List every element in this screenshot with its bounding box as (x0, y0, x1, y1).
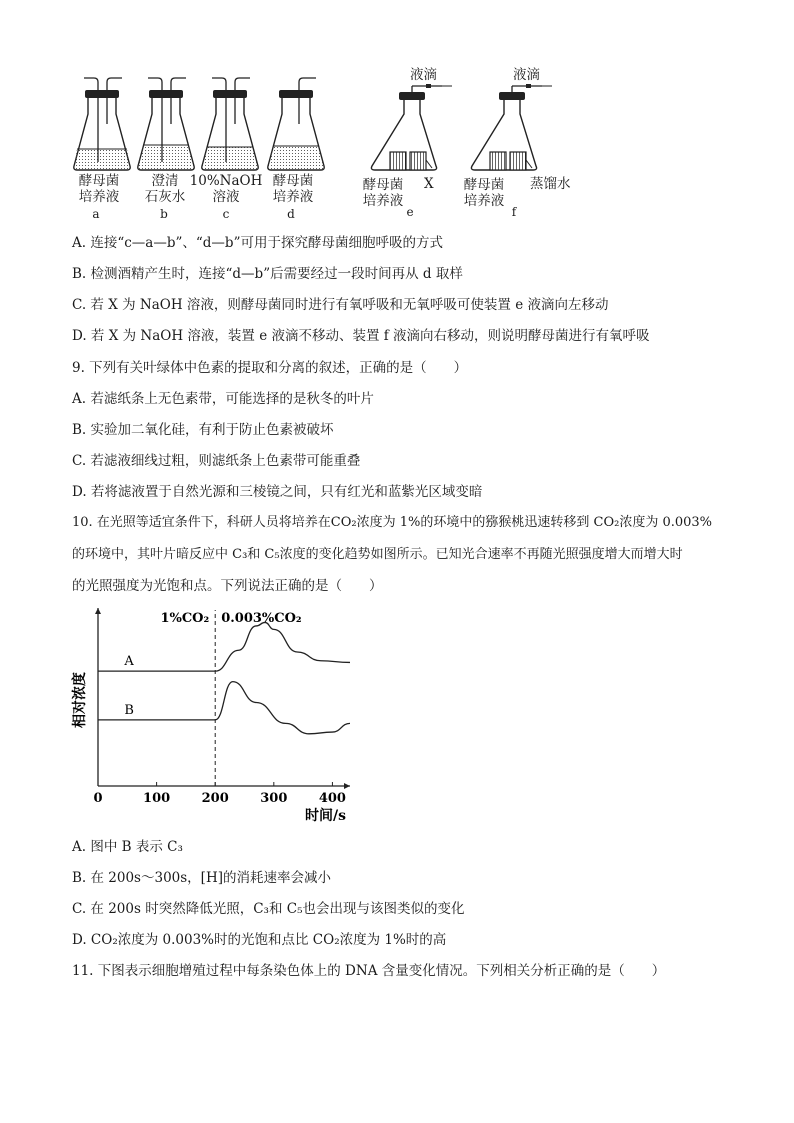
region-label-1pct: 1%CO₂ (160, 611, 210, 626)
letter-c: c (222, 207, 230, 221)
y-axis-arrow (95, 608, 101, 614)
q10-stem-line1: 10. 在光照等适宜条件下，科研人员将培养在CO₂浓度为 1%的环境中的猕猴桃迅速转移到 CO₂浓度为 0.003% (72, 515, 713, 530)
x-tick-label: 400 (318, 791, 346, 806)
label-distilled-water: 蒸馏水 (530, 176, 571, 192)
x-axis-arrow (344, 783, 350, 789)
drop-label-f: 液滴 (513, 67, 540, 83)
caption-d-line1: 酵母菌 (272, 173, 314, 189)
letter-d: d (287, 207, 295, 221)
series-line-B (98, 682, 350, 734)
caption-c (189, 173, 263, 205)
letter-e: e (406, 205, 414, 219)
caption-c-line1: 10%NaOH (189, 173, 263, 189)
q8-option-a: A. 连接“c—a—b”、“d—b”可用于探究酵母菌细胞呼吸的方式 (72, 235, 443, 251)
caption-f-line1: 酵母菌 (463, 177, 505, 193)
drop-label-e: 液滴 (410, 67, 437, 83)
caption-e-line1: 酵母菌 (362, 177, 404, 193)
q10-stem-line2: 的环境中，其叶片暗反应中 C₃和 C₅浓度的变化趋势如图所示。已知光合速率不再随光照强度增大而增大时 (72, 547, 683, 562)
x-axis-title: 时间/s (305, 808, 346, 824)
flask-d (268, 78, 324, 170)
letter-b: b (160, 207, 168, 221)
flask-a (74, 78, 130, 170)
series-label-B: B (124, 702, 134, 718)
flask-b (138, 78, 194, 170)
caption-d (266, 173, 320, 205)
concentration-chart (70, 600, 370, 828)
q9-option-c: C. 若滤液细线过粗，则滤纸条上色素带可能重叠 (72, 453, 361, 469)
flask-c (202, 78, 258, 170)
x-tick-label: 200 (201, 791, 229, 806)
caption-f (457, 177, 511, 209)
chart-labels (71, 611, 346, 824)
region-label-0003pct: 0.003%CO₂ (221, 611, 302, 626)
q9-stem: 9. 下列有关叶绿体中色素的提取和分离的叙述，正确的是（ ） (72, 360, 468, 376)
caption-b-line1: 澄清 (151, 173, 179, 189)
caption-b-line2: 石灰水 (144, 189, 186, 205)
caption-a (72, 173, 126, 205)
caption-d-line2: 培养液 (272, 189, 314, 205)
letter-a: a (92, 207, 100, 221)
q10-option-d: D. CO₂浓度为 0.003%时的光饱和点比 CO₂浓度为 1%时的高 (72, 932, 447, 948)
q9-option-d: D. 若将滤液置于自然光源和三棱镜之间，只有红光和蓝紫光区域变暗 (72, 484, 483, 500)
caption-a-line1: 酵母菌 (78, 173, 120, 189)
q9-option-b: B. 实验加二氧化硅，有利于防止色素被破坏 (72, 422, 334, 438)
chart-axes (95, 608, 350, 789)
flask-e (371, 84, 442, 170)
q11-stem: 11. 下图表示细胞增殖过程中每条染色体上的 DNA 含量变化情况。下列相关分析正确的是（ ） (72, 963, 666, 979)
label-x: X (424, 176, 434, 192)
x-tick-label: 300 (260, 791, 288, 806)
flask-f (471, 84, 542, 170)
x-tick-label: 0 (93, 791, 103, 806)
caption-c-line2: 溶液 (212, 189, 240, 205)
caption-e (356, 177, 410, 209)
series-label-A: A (124, 654, 134, 670)
series-line-A (98, 622, 350, 671)
y-axis-title: 相对浓度 (72, 672, 88, 728)
q8-option-d: D. 若 X 为 NaOH 溶液，装置 e 液滴不移动、装置 f 液滴向右移动，则说明酵母菌进行有氧呼吸 (72, 328, 650, 344)
caption-f-line2: 培养液 (463, 193, 505, 209)
q8-option-c: C. 若 X 为 NaOH 溶液，则酵母菌同时进行有氧呼吸和无氧呼吸可使装置 e 液滴向左移动 (72, 297, 609, 313)
x-tick-label: 100 (143, 791, 171, 806)
caption-b (138, 173, 192, 205)
q10-option-b: B. 在 200s～300s，[H]的消耗速率会减小 (72, 870, 331, 886)
q10-option-a: A. 图中 B 表示 C₃ (72, 839, 183, 855)
q9-option-a: A. 若滤纸条上无色素带，可能选择的是秋冬的叶片 (72, 391, 374, 407)
caption-a-line2: 培养液 (78, 189, 120, 205)
letter-f: f (511, 205, 517, 219)
q10-option-c: C. 在 200s 时突然降低光照，C₃和 C₅也会出现与该图类似的变化 (72, 901, 465, 917)
chart-series (98, 622, 350, 733)
q8-option-b: B. 检测酒精产生时，连接“d—b”后需要经过一段时间再从 d 取样 (72, 266, 463, 282)
q10-stem-line3: 的光照强度为光饱和点。下列说法正确的是（ ） (72, 578, 383, 594)
caption-e-line2: 培养液 (362, 193, 404, 209)
